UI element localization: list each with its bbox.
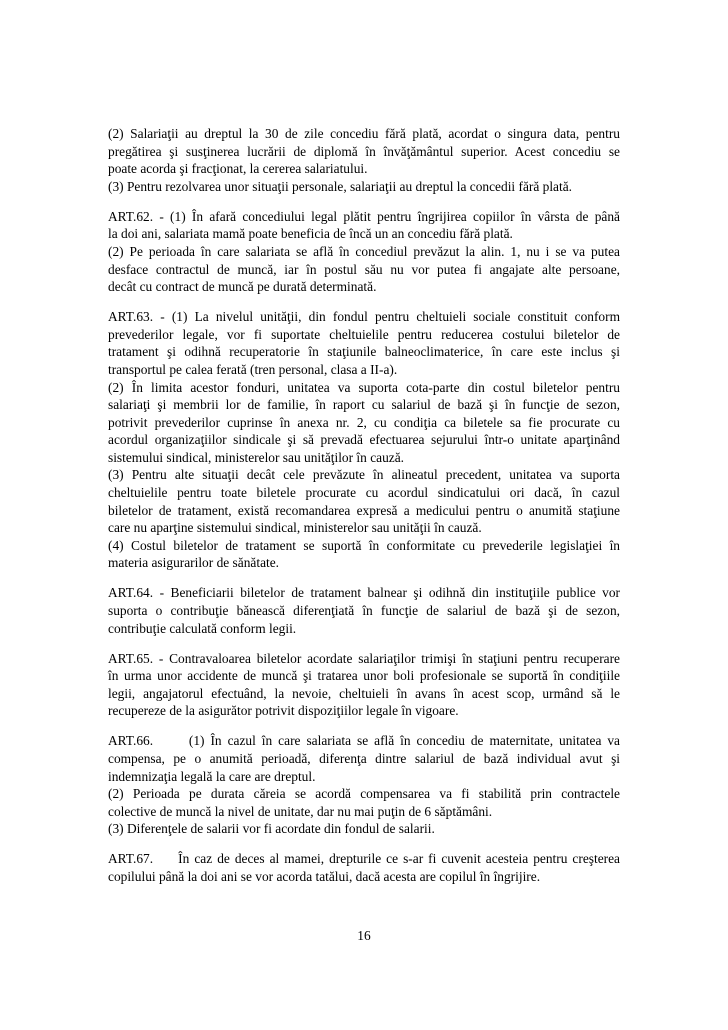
text-line: tratament şi odihnă recuperatorie în staţiunile balneoclimaterice, în care este inclus şi xyxy=(108,344,620,360)
text-line: decât cu contract de muncă pe durată determinată. xyxy=(108,279,377,295)
text-line: materia asigurarilor de sănătate. xyxy=(108,555,280,571)
text-line: (2) Pe perioada în care salariata se află în concediul prevăzut la alin. 1, nu i se va putea xyxy=(108,243,620,259)
text-line: contribuţie calculată conform legii. xyxy=(108,620,297,636)
paragraph-gap xyxy=(108,720,620,732)
paragraph-art67 xyxy=(108,850,620,885)
text-line: ART.62. - (1) În afară concediului legal plătit pentru îngrijirea copiilor în vârsta de până xyxy=(108,208,620,224)
paragraph-art66-para1 xyxy=(108,732,620,785)
text-line: (3) Pentru rezolvarea unor situaţii personale, salariaţii au dreptul la concedii fără plată. xyxy=(108,178,573,194)
paragraph-art63-para1 xyxy=(108,308,620,378)
text-line: (2) Perioada pe durata căreia se acordă compensarea va fi stabilită prin contractele xyxy=(108,786,620,802)
text-line: copilului până la doi ani se vor acorda tatălui, dacă acesta are copilul în îngrijire. xyxy=(108,868,541,884)
text-line: ART.63. - (1) La nivelul unităţii, din fondul pentru cheltuieli sociale constituit conform xyxy=(108,309,620,325)
paragraph-art65 xyxy=(108,650,620,720)
text-line: (3) Diferenţele de salarii vor fi acordate din fondul de salarii. xyxy=(108,821,435,837)
text-line: ART.64. - Beneficiarii biletelor de tratament balnear şi odihnă din instituţiile publice vor xyxy=(108,585,620,601)
text-line: indemnizaţia legală la care are dreptul. xyxy=(108,768,316,784)
text-line: cheltuielile pentru toate biletele procurate cu acordul sindicatului ori dacă, în cazul xyxy=(108,485,620,501)
text-line: ART.65. - Contravaloarea biletelor acordate salariaţilor trimişi în staţiuni pentru recuperare xyxy=(108,650,620,666)
paragraph-gap xyxy=(108,637,620,649)
text-line: sistemului sindical, ministerelor sau unităţilor în cauză. xyxy=(108,449,405,465)
text-line: suporta o contribuţie bănească diferenţiată în funcţie de salariul de bază şi de sezon, xyxy=(108,603,620,619)
text-line: (4) Costul biletelor de tratament se suportă în conformitate cu prevederile legislaţiei în xyxy=(108,537,620,553)
text-line: legii, angajatorul efectuând, la nevoie, cheltuieli în avans în acest scop, urmând să le xyxy=(108,685,620,701)
text-line: desface contractul de muncă, iar în postul său nu vor putea fi angajate alte persoane, xyxy=(108,261,620,277)
page-number: 16 xyxy=(357,928,371,943)
text-line: recupereze de la asigurător potrivit dispoziţiilor legale în vigoare. xyxy=(108,703,459,719)
paragraph-gap xyxy=(108,195,620,207)
text-line: ART.67. În caz de deces al mamei, drepturile ce s-ar fi cuvenit acesteia pentru creşterea xyxy=(108,851,620,867)
text-line: care nu aparţine sistemului sindical, ministerelor sau unităţii în cauză. xyxy=(108,520,482,536)
text-line: salariaţi şi membrii lor de familie, în raport cu salariul de bază şi în funcţie de sezon, xyxy=(108,397,620,413)
text-line: compensa, pe o anumită perioadă, diferenţa dintre salariul de bază individual avut şi xyxy=(108,750,620,766)
text-line: la doi ani, salariata mamă poate beneficia de încă un an concediu fără plată. xyxy=(108,226,513,242)
text-line: (2) În limita acestor fonduri, unitatea va suporta cota-parte din costul biletelor pentru xyxy=(108,379,620,395)
paragraph-gap xyxy=(108,296,620,308)
text-line: (3) Pentru alte situaţii decât cele prevăzute în alineatul precedent, unitatea va suporta xyxy=(108,467,620,483)
paragraph-art64 xyxy=(108,584,620,637)
text-line: acordul organizaţiilor sindicale şi să prevadă efectuarea sejurului într-o unitate aparţinând xyxy=(108,432,620,448)
paragraph-art61-para2 xyxy=(108,125,620,178)
text-line: potrivit prevederilor cuprinse în anexa nr. 2, cu condiţia ca biletele sa fie procurate cu xyxy=(108,414,620,430)
paragraph-art66-para2 xyxy=(108,785,620,820)
paragraph-gap xyxy=(108,572,620,584)
text-line: transportul pe calea ferată (tren personal, clasa a II-a). xyxy=(108,361,398,377)
paragraph-art63-para3 xyxy=(108,466,620,536)
paragraph-art66-para3 xyxy=(108,820,620,838)
paragraph-art63-para4 xyxy=(108,537,620,572)
text-line: prevederilor legale, vor fi suportate cheltuielile pentru reducerea costului biletelor de xyxy=(108,326,620,342)
text-line: (2) Salariaţii au dreptul la 30 de zile concediu fără plată, acordat o singura data, pentru xyxy=(108,126,620,141)
text-line: poate acorda şi fracţionat, la cererea salariatului. xyxy=(108,161,368,177)
paragraph-art63-para2 xyxy=(108,379,620,467)
text-line: în urma unor accidente de muncă şi tratarea unor boli profesionale se suportă în condiţiile xyxy=(108,668,620,684)
document-body xyxy=(108,125,620,886)
text-line: pregătirea şi susţinerea lucrării de diplomă în învăţământul superior. Acest concediu se xyxy=(108,143,620,159)
paragraph-art62-para2 xyxy=(108,243,620,296)
text-line: ART.66. (1) În cazul în care salariata se află în concediu de maternitate, unitatea va xyxy=(108,733,620,749)
paragraph-art61-para3 xyxy=(108,178,620,196)
text-line: biletelor de tratament, există recomandarea expresă a medicului pentru o anumită staţiune xyxy=(108,502,620,518)
text-line: colective de muncă la nivel de unitate, dar nu mai puţin de 6 săptămâni. xyxy=(108,803,493,819)
paragraph-art62-para1 xyxy=(108,208,620,243)
paragraph-gap xyxy=(108,838,620,850)
